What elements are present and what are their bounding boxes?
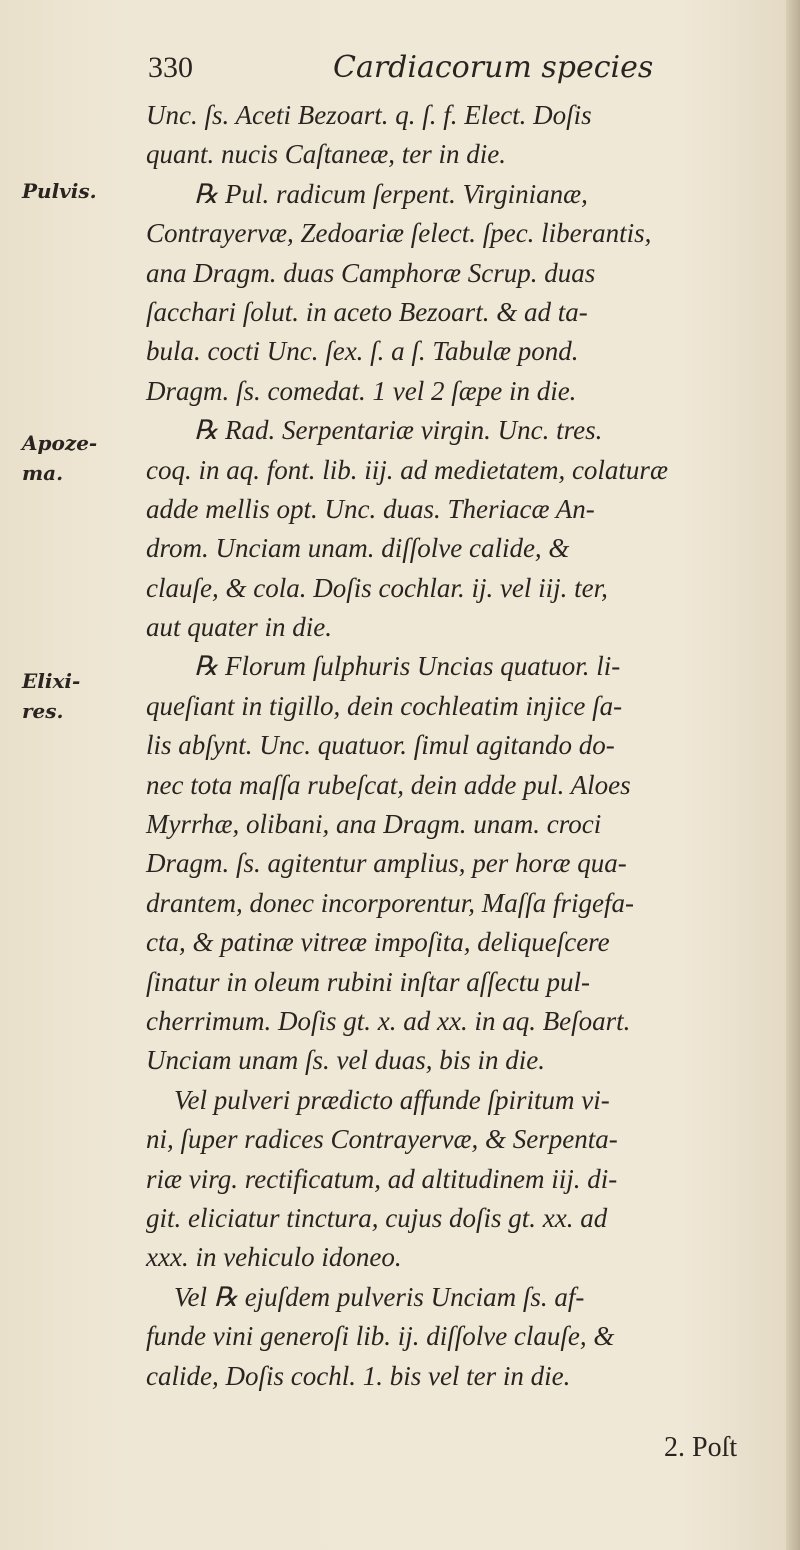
text-line: ℞ Pul. radicum ſerpent. Virginianæ, <box>194 178 588 209</box>
text-line: Contrayervæ, Zedoariæ ſelect. ſpec. liberantis, <box>146 218 652 249</box>
text-line: funde vini generoſi lib. ij. diſſolve clauſe, & <box>146 1321 615 1352</box>
text-line: ana Dragm. duas Camphoræ Scrup. duas <box>146 257 596 288</box>
running-title: Cardiacorum species <box>333 50 654 85</box>
margin-note-apozema: Apoze- ma. <box>22 431 98 485</box>
text-line: quant. nucis Caſtaneæ, ter in die. <box>146 139 506 170</box>
text-line: ſinatur in oleum rubini inſtar aſſectu pul- <box>146 966 590 997</box>
text-line: ni, ſuper radices Contrayervæ, & Serpenta- <box>146 1124 618 1155</box>
text-line: Vel ℞ ejuſdem pulveris Unciam ſs. af- <box>174 1281 585 1312</box>
text-line: coq. in aq. font. lib. iij. ad medietatem, colaturæ <box>146 454 668 485</box>
body-text <box>146 96 786 1396</box>
text-line: nec tota maſſa rubeſcat, dein adde pul. Aloes <box>146 769 631 800</box>
text-line: drantem, donec incorporentur, Maſſa frigefa- <box>146 887 634 918</box>
margin-note-pulvis: Pulvis. <box>22 179 97 203</box>
text-line: ſacchari ſolut. in aceto Bezoart. & ad ta- <box>146 296 588 327</box>
text-line: cta, & patinæ vitreæ impoſita, deliqueſcere <box>146 927 610 958</box>
text-line: adde mellis opt. Unc. duas. Theriacæ An- <box>146 493 595 524</box>
page-number: 330 <box>148 51 193 84</box>
margin-note-elixires: Elixi- res. <box>22 669 81 723</box>
page-header <box>148 44 708 92</box>
text-line: bula. cocti Unc. ſex. ſ. a ſ. Tabulæ pond. <box>146 336 579 367</box>
text-line: clauſe, & cola. Doſis cochlar. ij. vel iij. ter, <box>146 572 608 603</box>
text-line: git. eliciatur tinctura, cujus doſis gt. xx. ad <box>146 1202 608 1233</box>
text-line: drom. Unciam unam. diſſolve calide, & <box>146 533 570 564</box>
text-line: riæ virg. rectificatum, ad altitudinem iij. di- <box>146 1163 618 1194</box>
page-edge <box>786 0 800 1550</box>
text-line: Vel pulveri prædicto affunde ſpiritum vi- <box>174 1084 610 1115</box>
text-line: lis abſynt. Unc. quatuor. ſimul agitando do- <box>146 730 615 761</box>
text-line: Dragm. ſs. comedat. 1 vel 2 ſæpe in die. <box>146 375 577 406</box>
text-line: aut quater in die. <box>146 612 332 643</box>
text-line: cherrimum. Doſis gt. x. ad xx. in aq. Beſoart. <box>146 1005 631 1036</box>
text-line: Myrrhæ, olibani, ana Dragm. unam. croci <box>146 809 602 840</box>
text-line: xxx. in vehiculo idoneo. <box>146 1242 402 1273</box>
text-line: calide, Doſis cochl. 1. bis vel ter in die. <box>146 1360 571 1391</box>
text-line: ℞ Florum ſulphuris Uncias quatuor. li- <box>194 651 621 682</box>
text-line: Dragm. ſs. agitentur amplius, per horæ qua- <box>146 848 627 879</box>
text-line: ℞ Rad. Serpentariæ virgin. Unc. tres. <box>194 415 603 446</box>
catchword: 2. Poſt <box>664 1432 738 1463</box>
text-line: Unciam unam ſs. vel duas, bis in die. <box>146 1045 545 1076</box>
text-line: Unc. ſs. Aceti Bezoart. q. ſ. f. Elect. Doſis <box>146 100 592 130</box>
text-line: queſiant in tigillo, dein cochleatim injice ſa- <box>146 690 623 721</box>
